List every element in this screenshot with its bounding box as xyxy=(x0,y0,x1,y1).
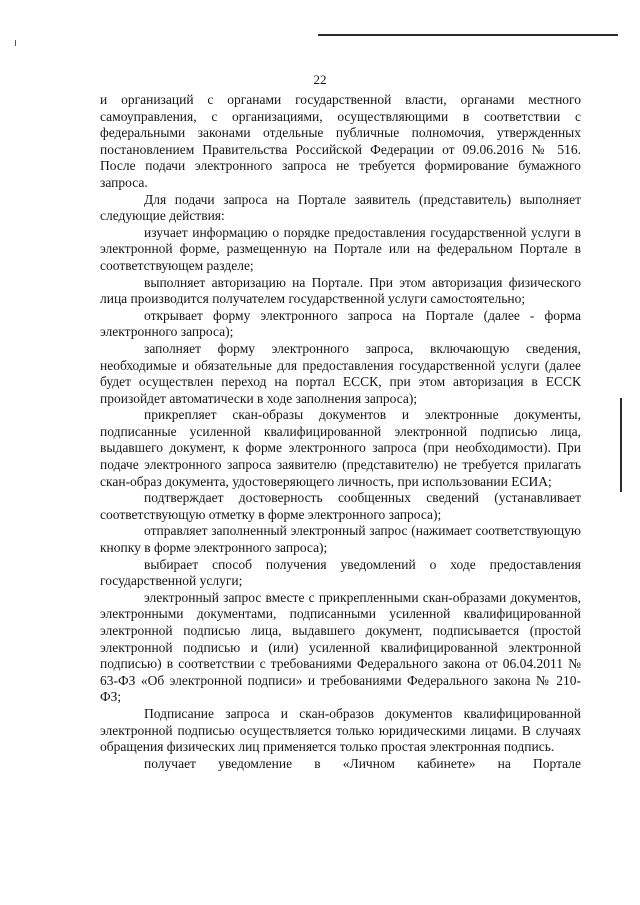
document-body xyxy=(100,92,581,772)
scan-artifact-line xyxy=(318,34,618,36)
paragraph-step-send: отправляет заполненный электронный запрос (нажимает соответствующую кнопку в форме электронного запроса); xyxy=(100,523,581,556)
paragraph-step-confirm: подтверждает достоверность сообщенных сведений (устанавливает соответствующую отметку в форме электронного запроса); xyxy=(100,490,581,522)
scan-artifact-dot xyxy=(15,40,16,46)
paragraph-signing-note: Подписание запроса и скан-образов документов квалифицированной электронной подписью осуществляется только юридическими лицами. В случаях обращения физических лиц применяется только простая электронная подпись. xyxy=(100,705,581,755)
paragraph-step-signing: электронный запрос вместе с прикрепленными скан-образами документов, электронными документами, подписанными усиленной квалифицированной электронной подписью лица, выдавшего документ, подписывается (простой электронной подписью и (или) усиленной квалифицированной электронной подписью) в соответствии с требованиями Федерального закона от 06.04.2011 № 63-ФЗ «Об электронной подписи» и требованиями Федерального закона № 210-ФЗ; xyxy=(100,589,581,705)
paragraph-step-fill-form: заполняет форму электронного запроса, включающую сведения, необходимые и обязательные для предоставления государственной услуги (далее будет осуществлен переход на портал ЕССК, при этом авторизация в ЕССК произойдет автоматически в ходе заполнения запроса); xyxy=(100,340,581,406)
paragraph-step-open-form: открывает форму электронного запроса на Портале (далее - форма электронного запроса); xyxy=(100,307,581,340)
page-number: 22 xyxy=(313,72,327,87)
paragraph-step-attach: прикрепляет скан-образы документов и электронные документы, подписанные усиленной квалифицированной электронной подписью лица, выдавшего документ, к форме электронного запроса (при необходимости). При подаче электронного запроса заявителю (представителю) не требуется прилагать скан-образ документа, удостоверяющего личность, при использовании ЕСИА; xyxy=(100,407,581,489)
paragraph-step-notifications: выбирает способ получения уведомлений о ходе предоставления государственной услуги; xyxy=(100,556,581,589)
paragraph-step-authorize: выполняет авторизацию на Портале. При этом авторизация физического лица производится получателем государственной услуги самостоятельно; xyxy=(100,274,581,307)
paragraph-continuation: и организаций с органами государственной власти, органами местного самоуправления, с организациями, осуществляющими в соответствии с федеральными законами отдельные публичные полномочия, утвержденных постановлением Правительства Российской Федерации от 09.06.2016 № 516. После подачи электронного запроса не требуется формирование бумажного запроса. xyxy=(100,92,581,190)
scan-artifact-margin-mark xyxy=(620,398,622,492)
paragraph-step-study: изучает информацию о порядке предоставления государственной услуги в электронной форме, размещенную на Портале или на федеральном Портале в соответствующем разделе; xyxy=(100,224,581,273)
paragraph-step-receive: получает уведомление в «Личном кабинете» на Портале xyxy=(144,755,581,771)
paragraph-intro-actions: Для подачи запроса на Портале заявитель (представитель) выполняет следующие действия: xyxy=(100,191,581,224)
